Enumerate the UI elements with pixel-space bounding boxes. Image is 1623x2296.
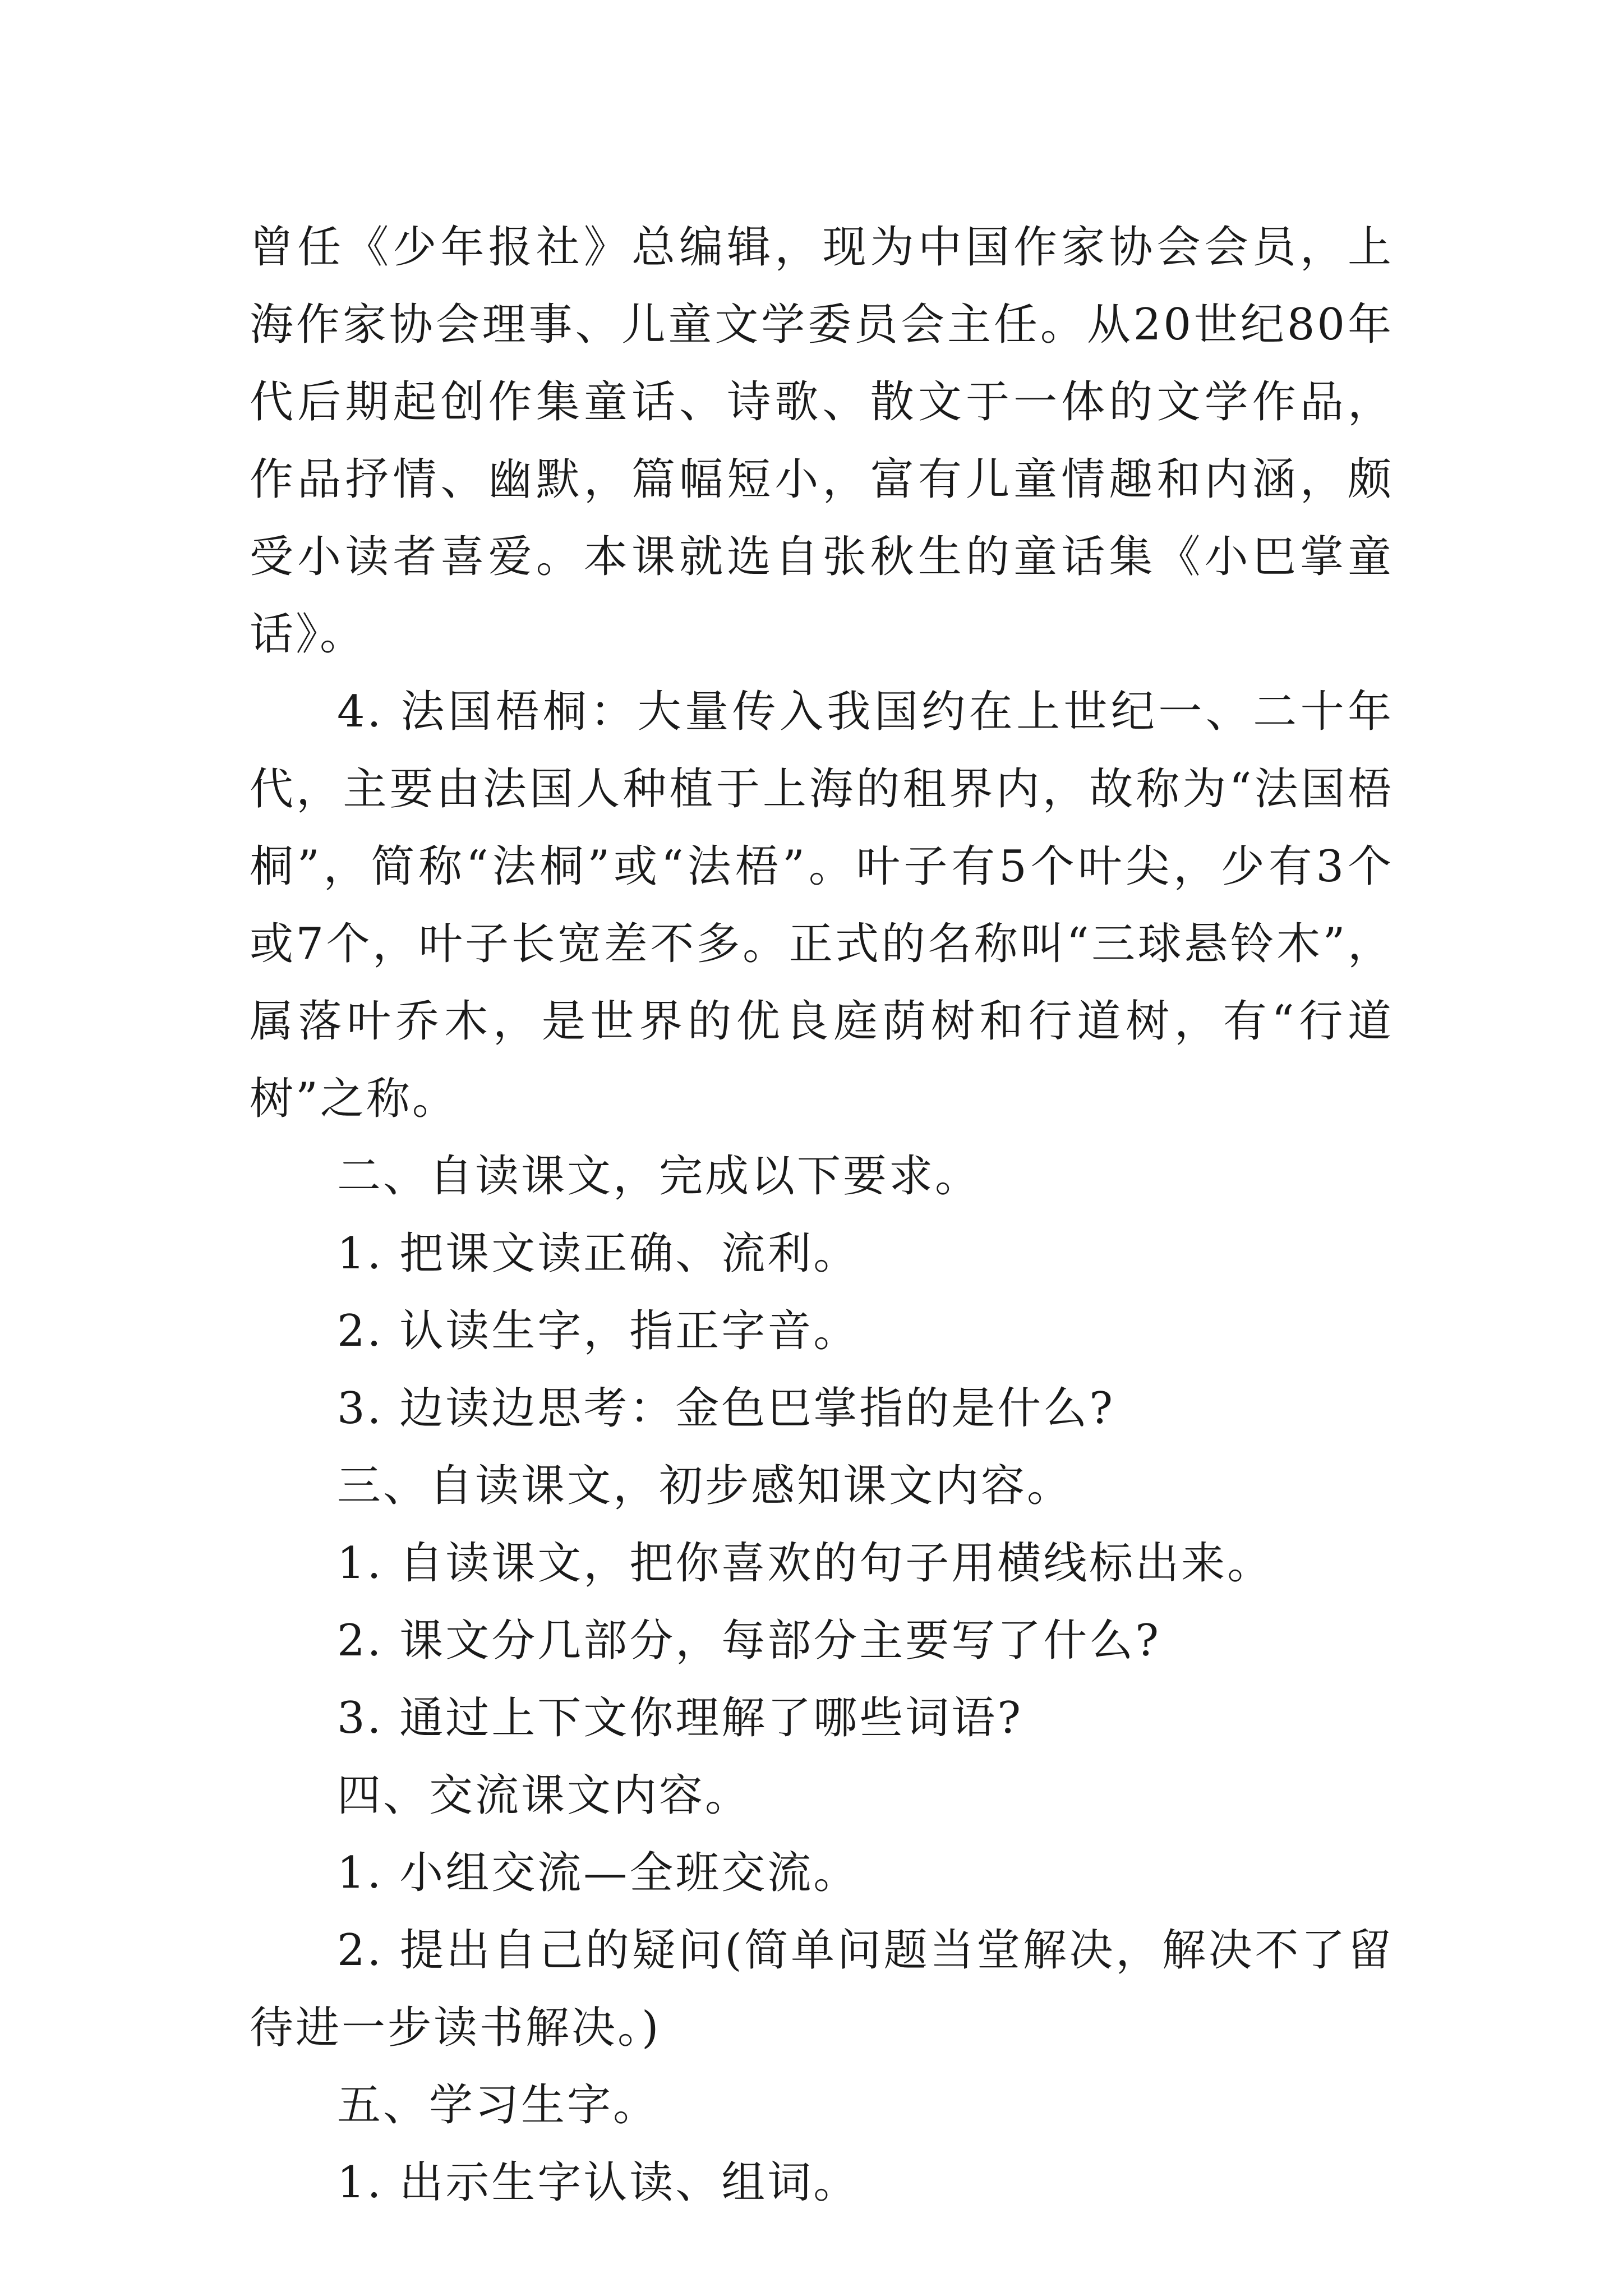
list-item: 2. 课文分几部分，每部分主要写了什么? bbox=[337, 1616, 1161, 1666]
section-heading-5: 五、学习生字。 bbox=[337, 2080, 660, 2131]
list-item: 1. 自读课文，把你喜欢的句子用横线标出来。 bbox=[337, 1538, 1274, 1589]
paragraph-french-plane-tree: 4. 法国梧桐：大量传入我国约在上世纪一、二十年代，主要由法国人种植于上海的租界内，故称为“法国梧桐”，简称“法桐”或“法梧”。叶子有5个叶尖，少有3个或7个，叶子长宽差不多。正式的名称叫“三球悬铃木”，属落叶乔木，是世界的优良庭荫树和行道树，有“行道树”之称。 bbox=[250, 687, 1394, 1124]
section-heading-2: 二、自读课文，完成以下要求。 bbox=[337, 1151, 981, 1202]
list-item: 3. 边读边思考：金色巴掌指的是什么? bbox=[337, 1383, 1115, 1434]
list-item: 2. 认读生字，指正字音。 bbox=[337, 1306, 860, 1356]
section-heading-4: 四、交流课文内容。 bbox=[337, 1770, 751, 1821]
list-item: 1. 出示生字认读、组词。 bbox=[337, 2157, 860, 2208]
list-item: 3. 通过上下文你理解了哪些词语? bbox=[337, 1693, 1023, 1743]
list-item: 1. 小组交流—全班交流。 bbox=[337, 1848, 860, 1898]
list-item: 2. 提出自己的疑问(简单问题当堂解决，解决不了留待进一步读书解决。) bbox=[250, 1925, 1394, 2053]
paragraph-author-bio: 曾任《少年报社》总编辑，现为中国作家协会会员，上海作家协会理事、儿童文学委员会主任。从20世纪80年代后期起创作集童话、诗歌、散文于一体的文学作品，作品抒情、幽默，篇幅短小，富有儿童情趣和内涵，颇受小读者喜爱。本课就选自张秋生的童话集《小巴掌童话》。 bbox=[250, 222, 1394, 660]
list-item: 1. 把课文读正确、流利。 bbox=[337, 1228, 860, 1279]
section-heading-3: 三、自读课文，初步感知课文内容。 bbox=[337, 1461, 1073, 1511]
document-body bbox=[250, 209, 1394, 2221]
